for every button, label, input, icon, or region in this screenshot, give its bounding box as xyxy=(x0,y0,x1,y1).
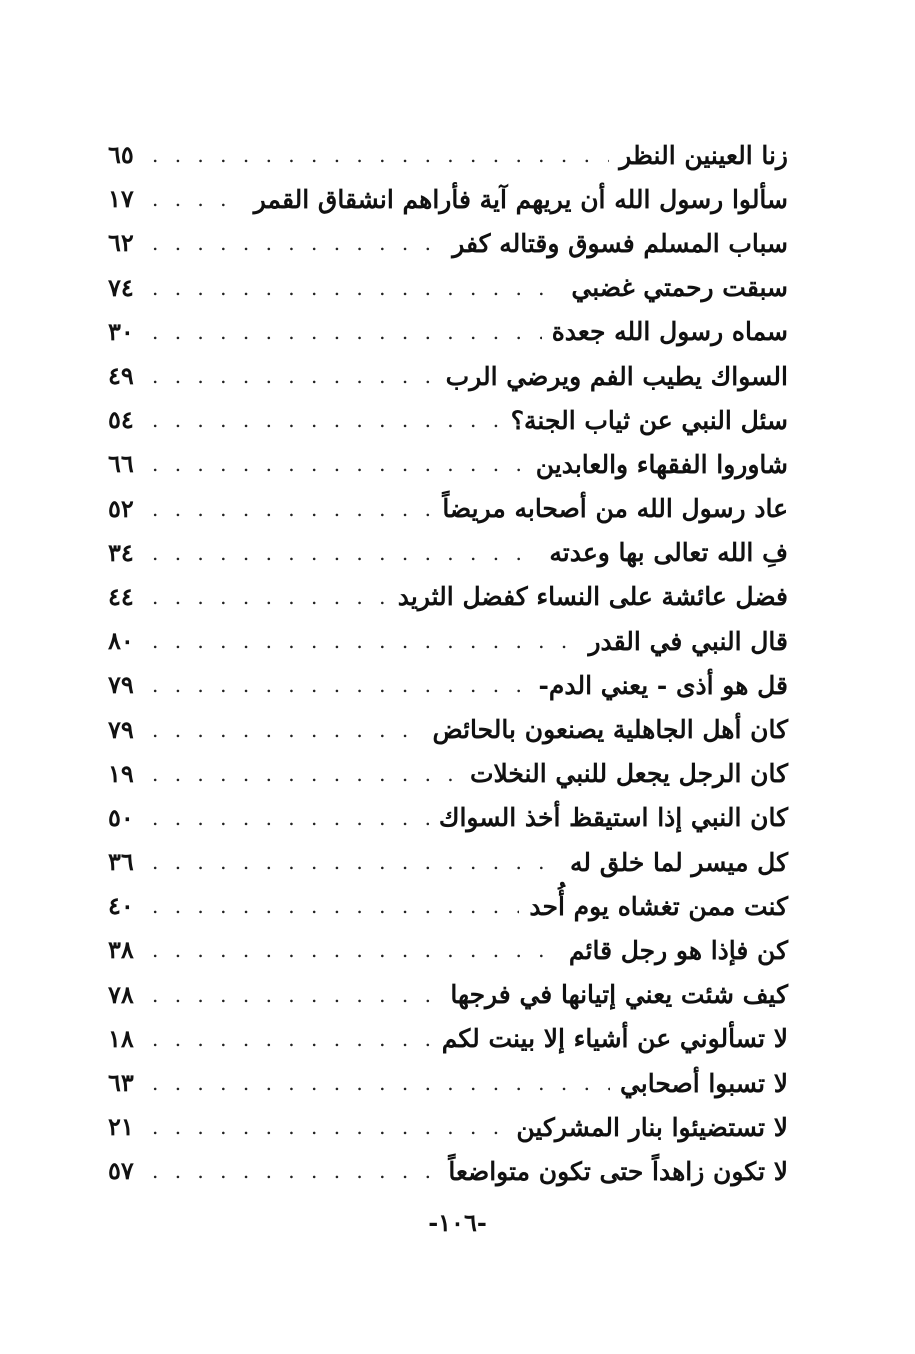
index-entry xyxy=(108,354,788,398)
entry-title: فضل عائشة على النساء كفضل الثريد xyxy=(397,582,788,612)
leader-dots xyxy=(152,278,561,298)
entry-page-number: ٣٨ xyxy=(108,935,134,965)
leader-dots xyxy=(152,940,559,960)
leader-dots xyxy=(152,145,609,165)
entry-title: كل ميسر لما خلق له xyxy=(570,847,788,877)
index-entry xyxy=(108,973,788,1017)
entry-title: كان أهل الجاهلية يصنعون بالحائض xyxy=(432,715,788,745)
entry-page-number: ٣٤ xyxy=(108,537,134,567)
entry-page-number: ١٩ xyxy=(108,758,134,788)
entry-title: كان الرجل يجعل للنبي النخلات xyxy=(469,759,788,789)
index-entry xyxy=(108,796,788,840)
entry-title: قل هو أذى - يعني الدم- xyxy=(538,670,788,700)
entry-title: سباب المسلم فسوق وقتاله كفر xyxy=(452,228,788,258)
index-entry xyxy=(108,619,788,663)
index-entry xyxy=(108,707,788,751)
entry-page-number: ٦٦ xyxy=(108,449,134,479)
entry-page-number: ٨٠ xyxy=(108,626,134,656)
index-entry xyxy=(108,398,788,442)
entry-page-number: ٦٣ xyxy=(108,1068,134,1098)
index-entry xyxy=(108,266,788,310)
entry-page-number: ٢١ xyxy=(108,1112,134,1142)
leader-dots xyxy=(152,366,436,386)
leader-dots xyxy=(152,852,560,872)
entry-title: زنا العينين النظر xyxy=(619,140,788,170)
entry-title: لا تكون زاهداً حتى تكون متواضعاً xyxy=(448,1156,788,1186)
entry-title: قال النبي في القدر xyxy=(588,626,788,656)
entry-page-number: ٥٠ xyxy=(108,802,134,832)
entry-page-number: ٣٠ xyxy=(108,316,134,346)
entry-title: السواك يطيب الفم ويرضي الرب xyxy=(445,361,788,391)
entry-title: كيف شئت يعني إتيانها في فرجها xyxy=(450,980,788,1010)
index-entry xyxy=(108,663,788,707)
entry-title: لا تسألوني عن أشياء إلا بينت لكم xyxy=(441,1024,788,1054)
entry-title: كان النبي إذا استيقظ أخذ السواك xyxy=(438,803,788,833)
index-entry xyxy=(108,1017,788,1061)
leader-dots xyxy=(152,189,244,209)
entry-title: سألوا رسول الله أن يريهم آية فأراهم انشقاق القمر xyxy=(253,184,788,214)
leader-dots xyxy=(152,720,422,740)
index-list xyxy=(108,133,788,1194)
index-entry xyxy=(108,177,788,221)
entry-title: سئل النبي عن ثياب الجنة؟ xyxy=(510,405,788,435)
entry-title: عاد رسول الله من أصحابه مريضاً xyxy=(442,494,788,524)
entry-title: كن فإذا هو رجل قائم xyxy=(568,935,788,965)
index-entry xyxy=(108,310,788,354)
index-entry xyxy=(108,1061,788,1105)
leader-dots xyxy=(152,1161,438,1181)
entry-page-number: ١٨ xyxy=(108,1023,134,1053)
index-entry xyxy=(108,840,788,884)
entry-title: لا تستضيئوا بنار المشركين xyxy=(516,1112,788,1142)
entry-title: كنت ممن تغشاه يوم أُحد xyxy=(529,891,788,921)
leader-dots xyxy=(152,1073,610,1093)
leader-dots xyxy=(152,675,529,695)
entry-page-number: ٤٠ xyxy=(108,891,134,921)
index-entry xyxy=(108,487,788,531)
entry-page-number: ٥٢ xyxy=(108,493,134,523)
leader-dots xyxy=(152,543,539,563)
index-entry xyxy=(108,1105,788,1149)
index-entry xyxy=(108,133,788,177)
entry-title: فِ الله تعالى بها وعدته xyxy=(549,538,788,568)
entry-title: شاوروا الفقهاء والعابدين xyxy=(535,449,788,479)
leader-dots xyxy=(152,410,501,430)
leader-dots xyxy=(152,454,526,474)
leader-dots xyxy=(152,896,519,916)
index-entry xyxy=(108,221,788,265)
entry-title: سماه رسول الله جعدة xyxy=(551,317,788,347)
entry-page-number: ١٧ xyxy=(108,184,134,214)
leader-dots xyxy=(152,808,429,828)
entry-page-number: ٦٢ xyxy=(108,228,134,258)
entry-title: سبقت رحمتي غضبي xyxy=(571,273,788,303)
entry-page-number: ٥٧ xyxy=(108,1156,134,1186)
leader-dots xyxy=(152,233,442,253)
leader-dots xyxy=(152,587,388,607)
leader-dots xyxy=(152,764,460,784)
index-entry xyxy=(108,575,788,619)
entry-page-number: ٣٦ xyxy=(108,847,134,877)
entry-page-number: ٥٤ xyxy=(108,405,134,435)
entry-page-number: ٤٤ xyxy=(108,581,134,611)
entry-title: لا تسبوا أصحابي xyxy=(619,1068,788,1098)
entry-page-number: ٧٩ xyxy=(108,670,134,700)
index-entry xyxy=(108,884,788,928)
page-number: -١٠٦- xyxy=(428,1208,487,1237)
index-entry xyxy=(108,752,788,796)
leader-dots xyxy=(152,1117,506,1137)
leader-dots xyxy=(152,499,432,519)
leader-dots xyxy=(152,322,542,342)
entry-page-number: ٧٨ xyxy=(108,979,134,1009)
leader-dots xyxy=(152,631,578,651)
entry-page-number: ٦٥ xyxy=(108,140,134,170)
index-entry xyxy=(108,531,788,575)
index-entry xyxy=(108,442,788,486)
index-entry xyxy=(108,928,788,972)
entry-page-number: ٤٩ xyxy=(108,361,134,391)
entry-page-number: ٧٤ xyxy=(108,272,134,302)
leader-dots xyxy=(152,1029,432,1049)
entry-page-number: ٧٩ xyxy=(108,714,134,744)
leader-dots xyxy=(152,985,440,1005)
index-entry xyxy=(108,1149,788,1193)
